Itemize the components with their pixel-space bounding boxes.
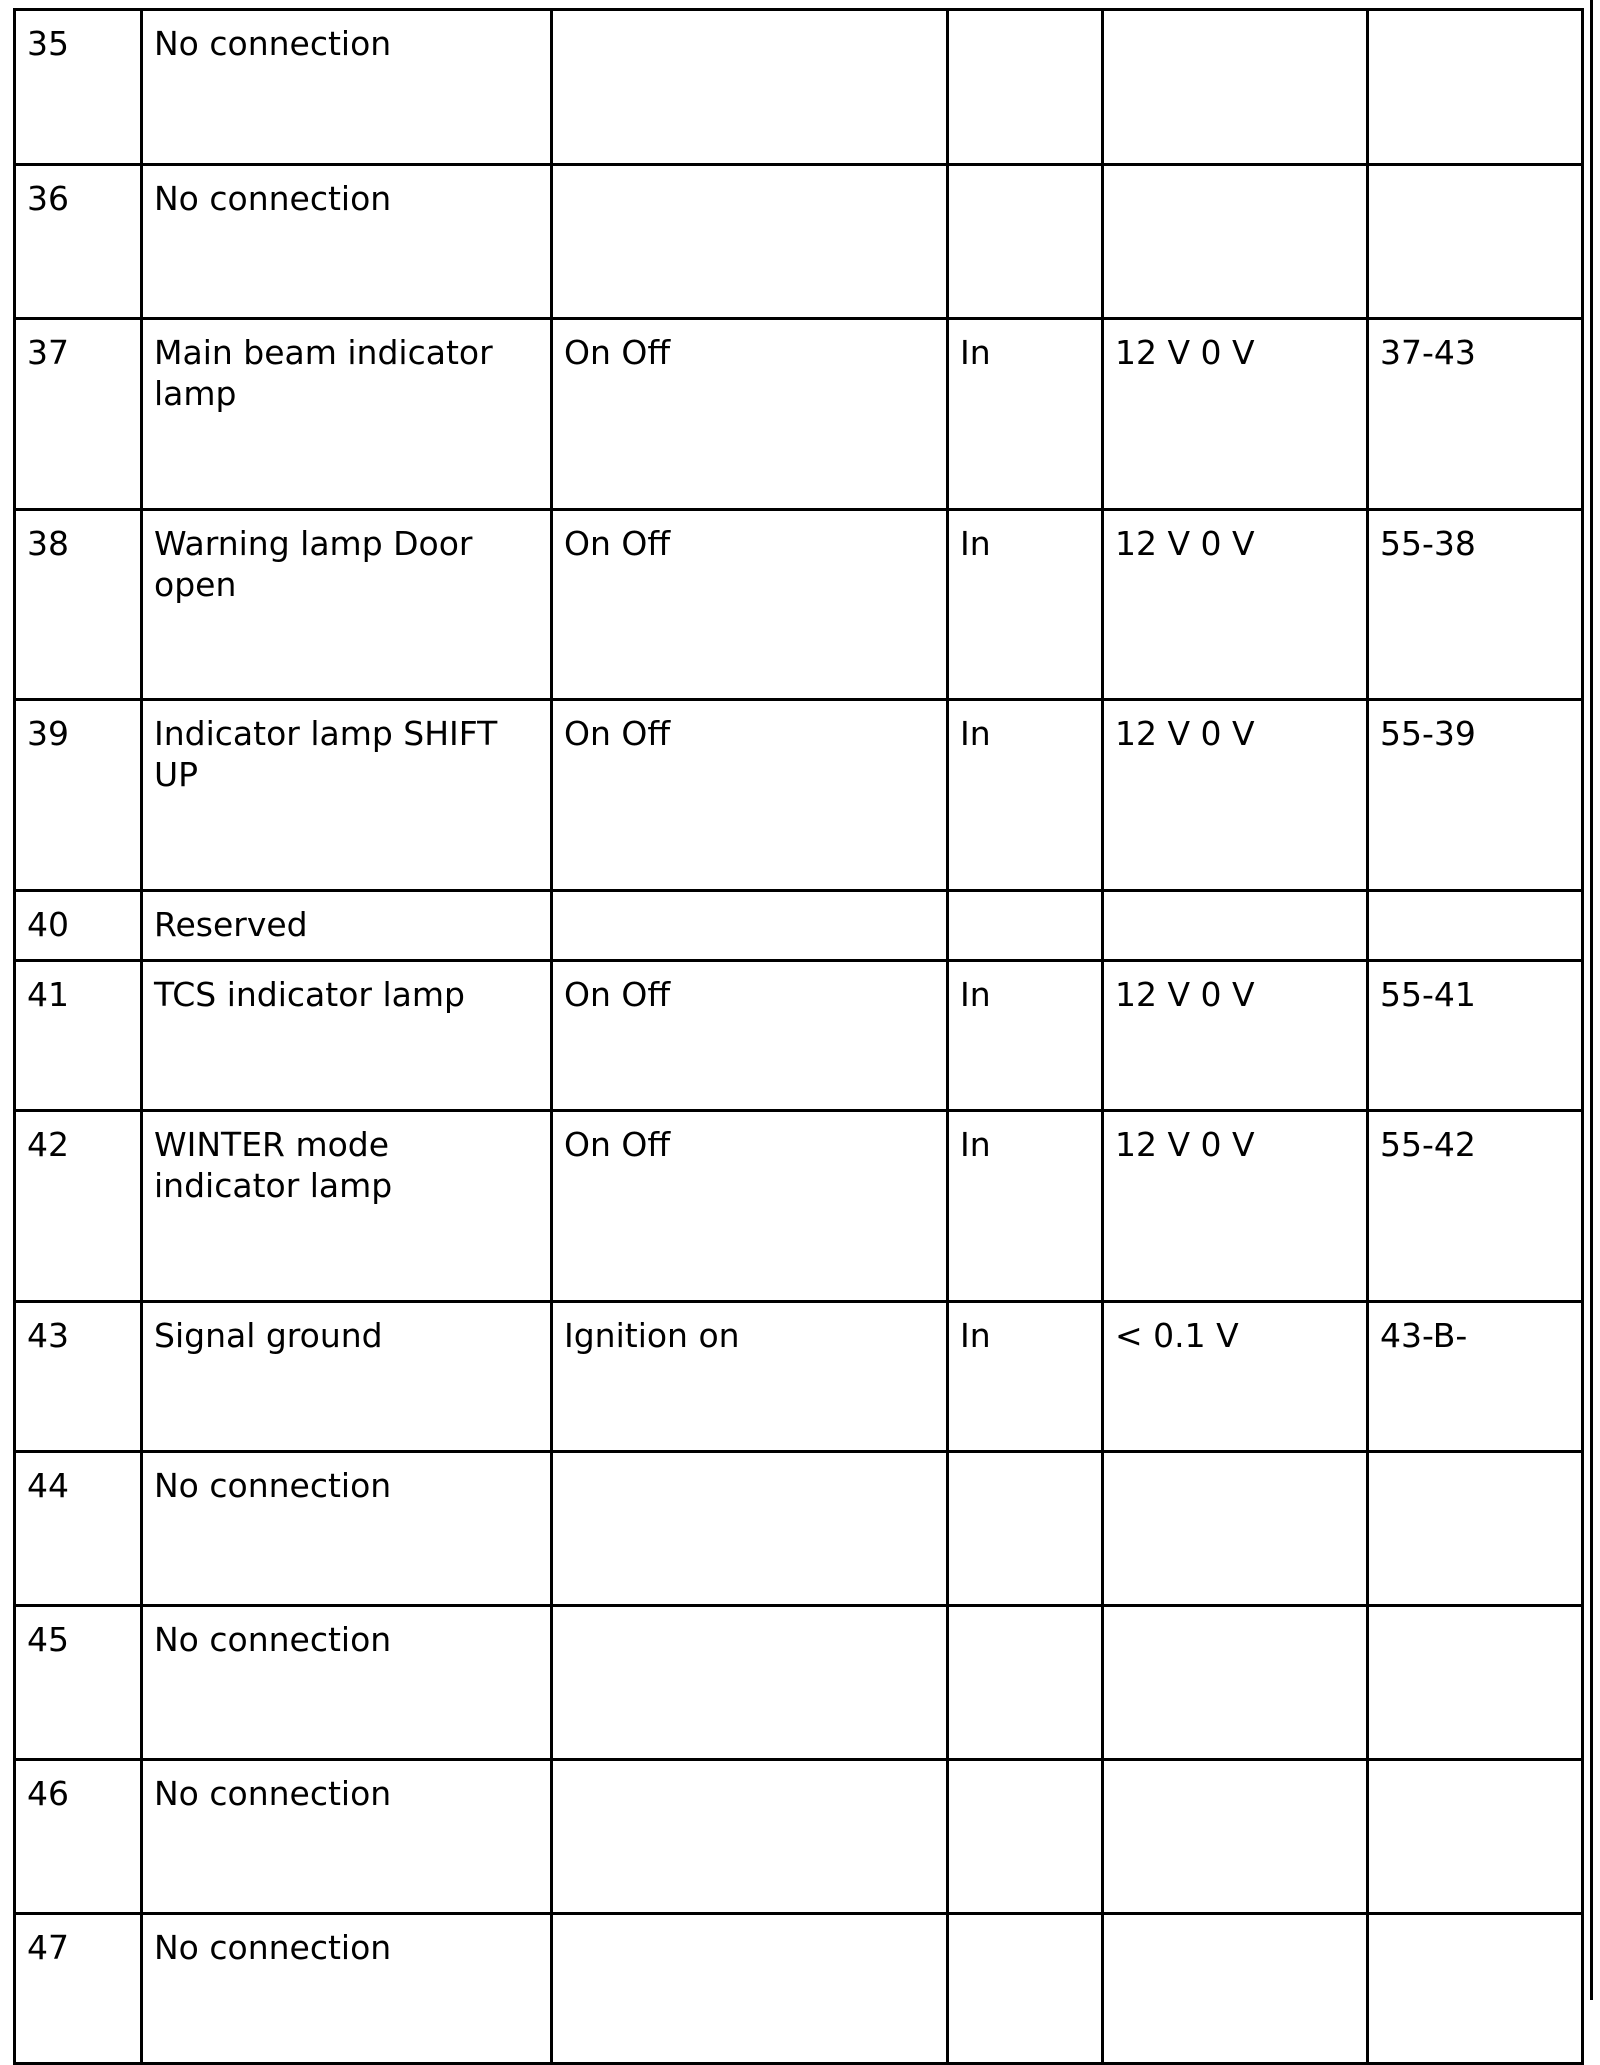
table-row	[15, 1914, 1583, 2064]
pin-description: WINTER mode indicator lamp	[142, 1111, 552, 1302]
pin-number: 43	[15, 1302, 142, 1452]
table-row	[15, 1302, 1583, 1452]
pin-measure-points: 55-39	[1368, 700, 1583, 891]
pin-value: < 0.1 V	[1103, 1302, 1368, 1452]
table-row	[15, 891, 1583, 961]
pin-measure-points	[1368, 165, 1583, 319]
pin-number: 42	[15, 1111, 142, 1302]
pin-description: Signal ground	[142, 1302, 552, 1452]
pin-number: 44	[15, 1452, 142, 1606]
pin-measure-points	[1368, 1914, 1583, 2064]
pin-number: 37	[15, 319, 142, 510]
pin-description: No connection	[142, 1452, 552, 1606]
pin-measure-points: 55-41	[1368, 961, 1583, 1111]
pin-direction: In	[948, 961, 1103, 1111]
pin-direction: In	[948, 319, 1103, 510]
pin-direction	[948, 1606, 1103, 1760]
pin-description: No connection	[142, 1914, 552, 2064]
pin-direction	[948, 165, 1103, 319]
pin-condition: On Off	[552, 961, 948, 1111]
pin-value: 12 V 0 V	[1103, 510, 1368, 700]
pin-number: 38	[15, 510, 142, 700]
table-row	[15, 1760, 1583, 1914]
pin-direction	[948, 10, 1103, 165]
pin-measure-points: 37-43	[1368, 319, 1583, 510]
pin-description: Main beam indicator lamp	[142, 319, 552, 510]
table-row	[15, 1606, 1583, 1760]
pin-description: TCS indicator lamp	[142, 961, 552, 1111]
pin-condition: On Off	[552, 319, 948, 510]
pin-direction	[948, 1452, 1103, 1606]
pin-direction	[948, 1760, 1103, 1914]
pin-number: 45	[15, 1606, 142, 1760]
pin-condition	[552, 10, 948, 165]
table-row	[15, 319, 1583, 510]
pin-condition: On Off	[552, 510, 948, 700]
pin-condition	[552, 1606, 948, 1760]
pin-direction: In	[948, 700, 1103, 891]
pin-value: 12 V 0 V	[1103, 700, 1368, 891]
pin-value	[1103, 1760, 1368, 1914]
pin-description: Warning lamp Door open	[142, 510, 552, 700]
pin-condition	[552, 1452, 948, 1606]
pin-value: 12 V 0 V	[1103, 961, 1368, 1111]
pin-value	[1103, 1452, 1368, 1606]
pin-value	[1103, 1606, 1368, 1760]
pin-direction	[948, 1914, 1103, 2064]
pin-measure-points	[1368, 10, 1583, 165]
pin-description: Indicator lamp SHIFT UP	[142, 700, 552, 891]
pin-number: 39	[15, 700, 142, 891]
pin-measure-points: 55-42	[1368, 1111, 1583, 1302]
table-row	[15, 510, 1583, 700]
pin-direction: In	[948, 1302, 1103, 1452]
table-row	[15, 10, 1583, 165]
pin-direction: In	[948, 510, 1103, 700]
table-row	[15, 961, 1583, 1111]
pin-number: 41	[15, 961, 142, 1111]
pin-description: No connection	[142, 1760, 552, 1914]
pin-direction	[948, 891, 1103, 961]
pin-description: No connection	[142, 165, 552, 319]
table-row	[15, 1111, 1583, 1302]
page-edge-line	[1590, 0, 1593, 2000]
table-row	[15, 1452, 1583, 1606]
pin-direction: In	[948, 1111, 1103, 1302]
pin-measure-points: 55-38	[1368, 510, 1583, 700]
pin-number: 40	[15, 891, 142, 961]
pin-description: Reserved	[142, 891, 552, 961]
pin-value	[1103, 891, 1368, 961]
table-row	[15, 165, 1583, 319]
pin-value: 12 V 0 V	[1103, 1111, 1368, 1302]
pin-condition	[552, 165, 948, 319]
pin-measure-points	[1368, 1606, 1583, 1760]
pin-measure-points	[1368, 891, 1583, 961]
pin-assignment-table	[13, 8, 1584, 2065]
pin-condition: Ignition on	[552, 1302, 948, 1452]
pin-value	[1103, 10, 1368, 165]
pin-measure-points	[1368, 1452, 1583, 1606]
pin-value: 12 V 0 V	[1103, 319, 1368, 510]
pin-number: 46	[15, 1760, 142, 1914]
pin-description: No connection	[142, 10, 552, 165]
pin-condition: On Off	[552, 1111, 948, 1302]
pin-condition	[552, 891, 948, 961]
pin-number: 36	[15, 165, 142, 319]
pin-number: 35	[15, 10, 142, 165]
pin-value	[1103, 165, 1368, 319]
pin-measure-points	[1368, 1760, 1583, 1914]
table-row	[15, 700, 1583, 891]
pin-condition: On Off	[552, 700, 948, 891]
pin-condition	[552, 1760, 948, 1914]
pin-description: No connection	[142, 1606, 552, 1760]
pin-measure-points: 43-B-	[1368, 1302, 1583, 1452]
pin-number: 47	[15, 1914, 142, 2064]
pin-value	[1103, 1914, 1368, 2064]
pin-condition	[552, 1914, 948, 2064]
